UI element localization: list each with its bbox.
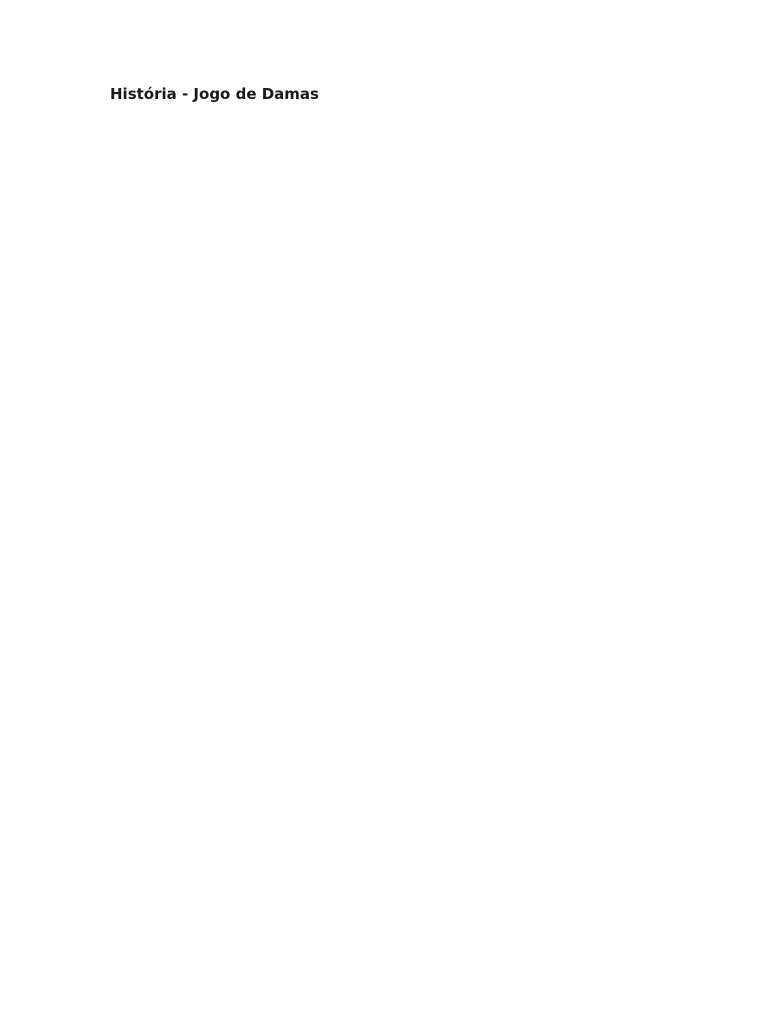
paragraph-4 [110,214,658,234]
paragraph-2 [110,151,658,171]
paragraph-5 [110,245,658,265]
paragraph-7 [110,308,658,328]
paragraph-6 [110,277,658,297]
paragraph-1 [110,119,658,139]
document-title: História - Jogo de Damas [110,85,319,103]
paragraph-3 [110,182,658,202]
